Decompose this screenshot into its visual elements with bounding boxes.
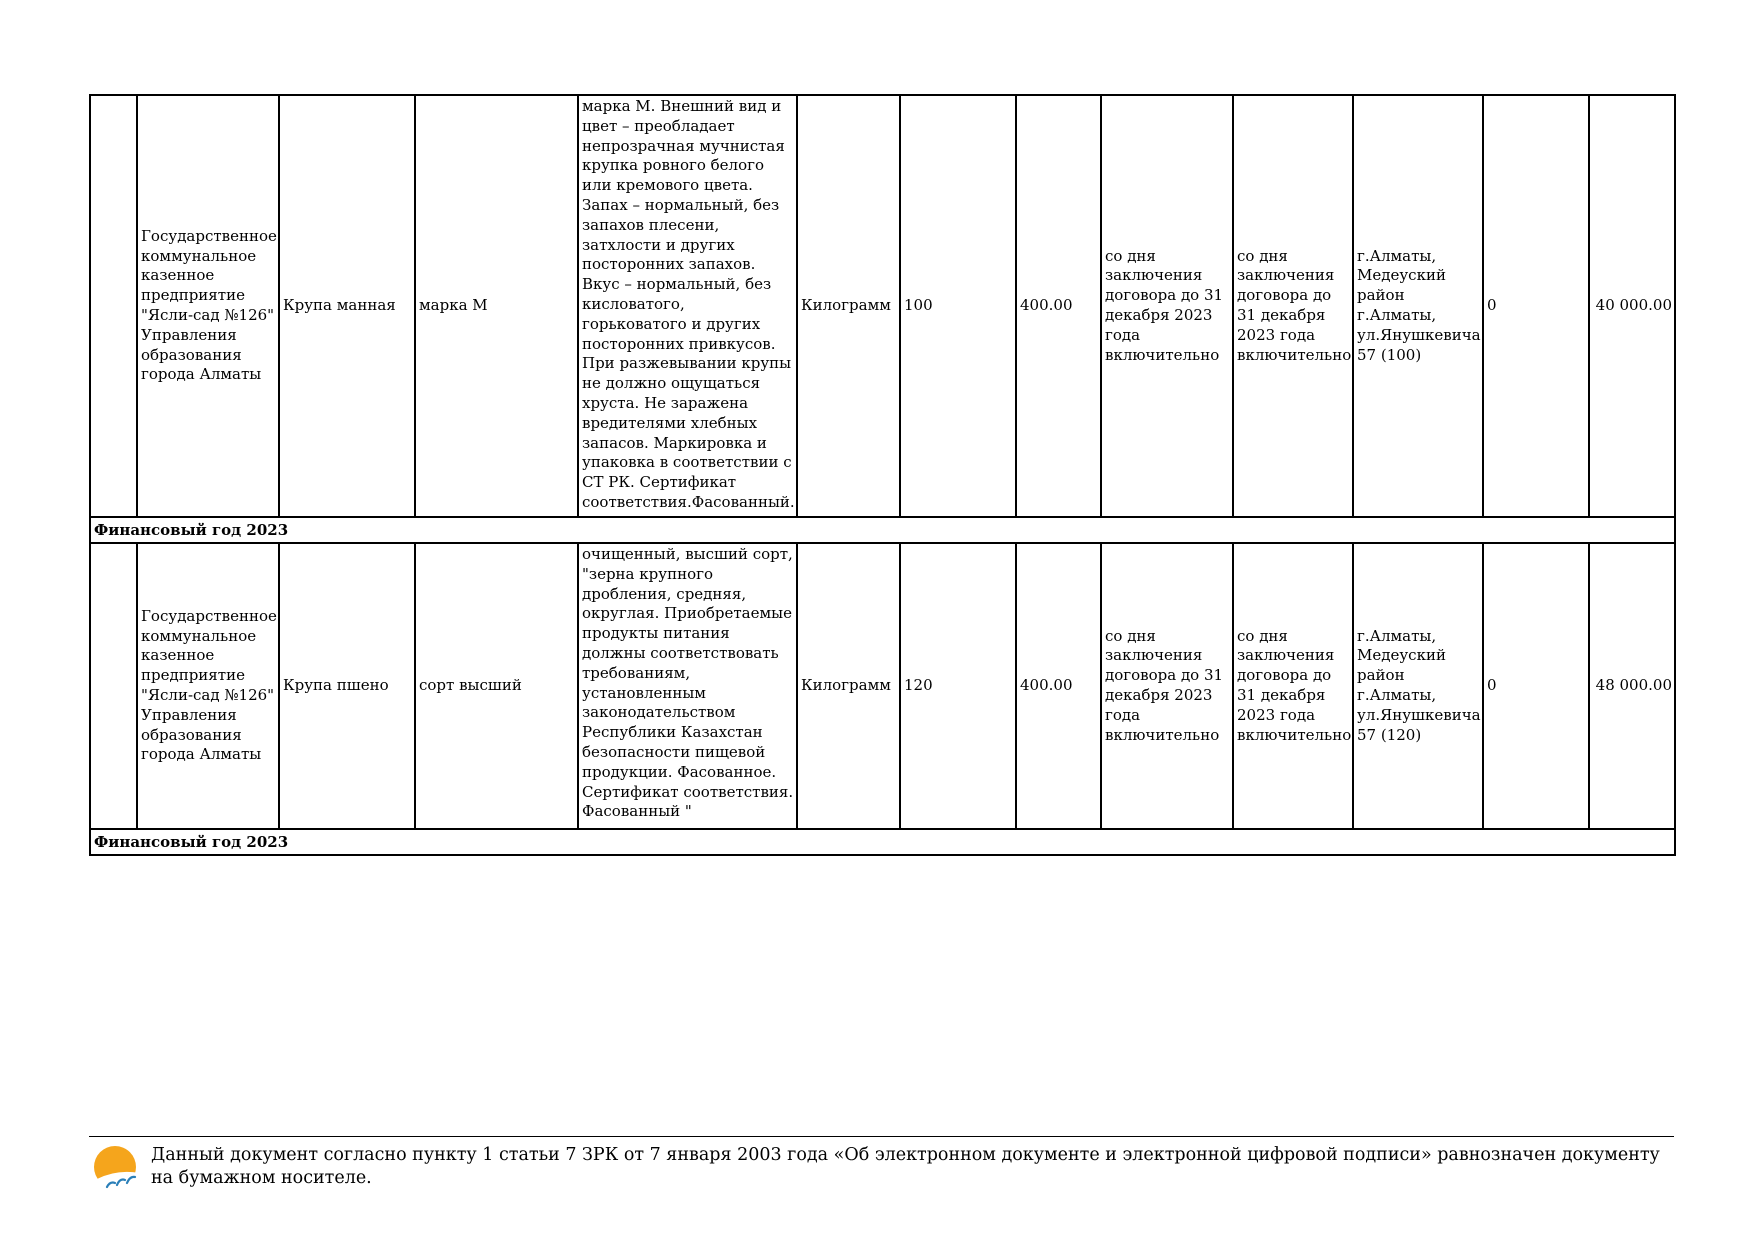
quantity-cell: 100 bbox=[900, 95, 1016, 517]
quantity-cell: 120 bbox=[900, 543, 1016, 829]
delivery-term-cell: со дня заключения договора до 31 декабря 2023 года включительно bbox=[1101, 543, 1233, 829]
short-spec-cell: марка М bbox=[415, 95, 578, 517]
advance-cell: 0 bbox=[1483, 95, 1589, 517]
product-name-cell: Крупа пшено bbox=[279, 543, 415, 829]
advance-cell: 0 bbox=[1483, 543, 1589, 829]
unit-cell: Килограмм bbox=[797, 95, 900, 517]
customer-cell: Государственное коммунальное казенное предприятие "Ясли-сад №126" Управления образования города Алматы bbox=[137, 543, 279, 829]
delivery-place-cell: г.Алматы, Медеуский район г.Алматы, ул.Янушкевича 57 (120) bbox=[1353, 543, 1483, 829]
financial-year-label: Финансовый год 2023 bbox=[90, 829, 1675, 855]
delivery-term-cell: со дня заключения договора до 31 декабря 2023 года включительно bbox=[1101, 95, 1233, 517]
short-spec-cell: сорт высший bbox=[415, 543, 578, 829]
full-spec-cell: очищенный, высший сорт, "зерна крупного дробления, средняя, округлая. Приобретаемые продукты питания должны соответствовать требованиям, установленным законодательством Республики Казахстан безопасности пищевой продукции. Фасованное. Сертификат соответствия. Фасованный " bbox=[578, 543, 797, 829]
table-row bbox=[90, 543, 1675, 829]
price-cell: 400.00 bbox=[1016, 543, 1101, 829]
unit-cell: Килограмм bbox=[797, 543, 900, 829]
delivery-term-cell: со дня заключения договора до 31 декабря 2023 года включительно bbox=[1233, 95, 1353, 517]
price-cell: 400.00 bbox=[1016, 95, 1101, 517]
full-spec-cell: марка М. Внешний вид и цвет – преобладает непрозрачная мучнистая крупка ровного белого или кремового цвета. Запах – нормальный, без запахов плесени, затхлости и других посторонних запахов. Вкус – нормальный, без кисловатого, горьковатого и других посторонних привкусов. При разжевывании крупы не должно ощущаться хруста. Не заражена вредителями хлебных запасов. Маркировка и упаковка в соответствии с СТ РК. Сертификат соответствия.Фасованный. bbox=[578, 95, 797, 517]
sum-cell: 48 000.00 bbox=[1589, 543, 1675, 829]
row-number-cell bbox=[90, 543, 137, 829]
table-row bbox=[90, 95, 1675, 517]
egov-logo-icon bbox=[93, 1143, 141, 1191]
customer-cell: Государственное коммунальное казенное предприятие "Ясли-сад №126" Управления образования города Алматы bbox=[137, 95, 279, 517]
financial-year-row bbox=[90, 517, 1675, 543]
document-footer bbox=[89, 1136, 1674, 1188]
financial-year-row bbox=[90, 829, 1675, 855]
product-name-cell: Крупа манная bbox=[279, 95, 415, 517]
financial-year-label: Финансовый год 2023 bbox=[90, 517, 1675, 543]
delivery-place-cell: г.Алматы, Медеуский район г.Алматы, ул.Янушкевича 57 (100) bbox=[1353, 95, 1483, 517]
row-number-cell bbox=[90, 95, 137, 517]
sum-cell: 40 000.00 bbox=[1589, 95, 1675, 517]
procurement-table bbox=[89, 94, 1676, 856]
legal-notice: Данный документ согласно пункту 1 статьи 7 ЗРК от 7 января 2003 года «Об электронном документе и электронной цифровой подписи» равнозначен документу на бумажном носителе. bbox=[151, 1145, 1660, 1188]
delivery-term-cell: со дня заключения договора до 31 декабря 2023 года включительно bbox=[1233, 543, 1353, 829]
